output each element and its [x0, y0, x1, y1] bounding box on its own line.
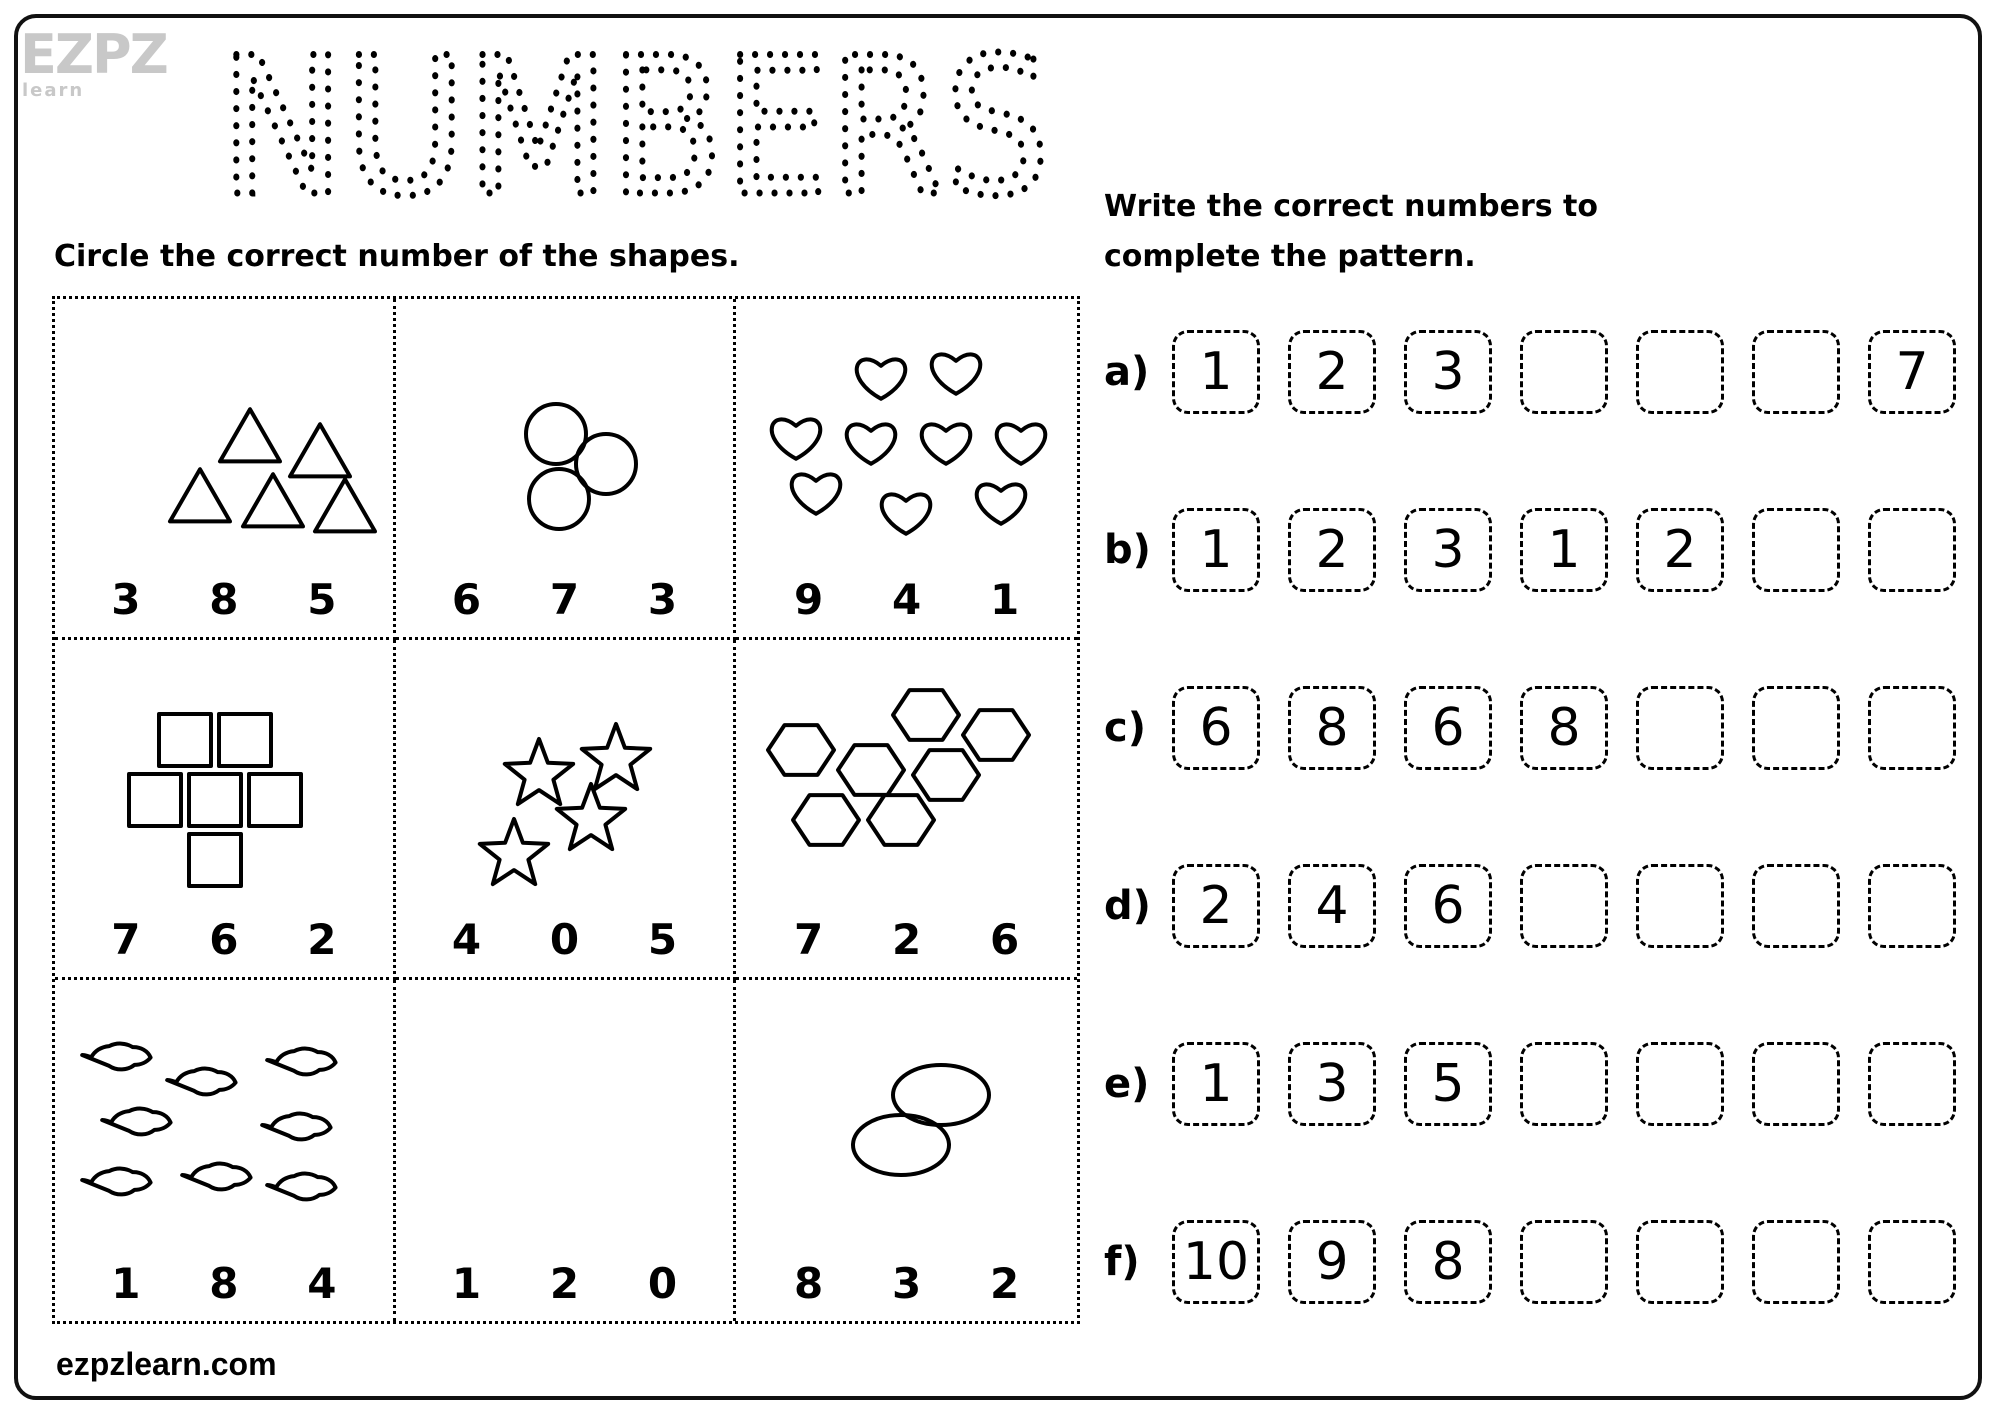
counting-cell-hexagon — [736, 640, 1077, 981]
heart-shape — [997, 424, 1046, 463]
number-option[interactable]: 5 — [307, 574, 337, 624]
pattern-label: c) — [1104, 705, 1146, 751]
pattern-row — [1104, 330, 1984, 414]
answer-box: 6 — [1404, 686, 1492, 770]
cloud-shape — [102, 1109, 170, 1135]
answer-box: 9 — [1288, 1220, 1376, 1304]
title-text: NUMBERS — [220, 28, 1050, 208]
answer-box: 3 — [1404, 508, 1492, 592]
answer-box-empty[interactable] — [1636, 1042, 1724, 1126]
counting-cell-square — [55, 640, 396, 981]
answer-box: 8 — [1520, 686, 1608, 770]
triangle-shape — [170, 469, 230, 521]
pattern-row — [1104, 1220, 1984, 1304]
triangle-shape — [290, 424, 350, 476]
number-option[interactable]: 8 — [794, 1258, 824, 1308]
ezpz-logo — [18, 10, 167, 101]
website-footer: ezpzlearn.com — [56, 1346, 277, 1382]
pattern-row — [1104, 686, 1984, 770]
square-shape — [249, 774, 301, 826]
counting-cell-cloud — [55, 980, 396, 1321]
star-shape — [556, 784, 624, 849]
square-shapes — [55, 640, 395, 900]
number-option[interactable]: 3 — [111, 574, 141, 624]
number-option[interactable]: 6 — [990, 915, 1020, 965]
square-shape — [159, 714, 211, 766]
answer-box-empty[interactable] — [1520, 1042, 1608, 1126]
answer-box-empty[interactable] — [1868, 686, 1956, 770]
counting-cell-star — [396, 640, 737, 981]
pattern-label: d) — [1104, 883, 1151, 929]
number-option[interactable]: 7 — [549, 574, 580, 624]
cloud-shape — [82, 1169, 150, 1195]
square-shape — [189, 774, 241, 826]
cloud-shape — [267, 1174, 335, 1200]
number-options — [55, 574, 393, 624]
pattern-label: e) — [1104, 1061, 1150, 1107]
hexagon-shape — [868, 795, 934, 845]
answer-box-empty[interactable] — [1752, 1042, 1840, 1126]
heart-shape — [977, 484, 1026, 523]
answer-box-empty[interactable] — [1752, 1220, 1840, 1304]
number-option[interactable]: 4 — [892, 574, 922, 624]
answer-box-empty[interactable] — [1868, 508, 1956, 592]
counting-cell-none — [396, 980, 737, 1321]
answer-box: 6 — [1404, 864, 1492, 948]
number-option[interactable]: 2 — [549, 1258, 580, 1308]
star-shape — [504, 739, 572, 804]
cloud-shape — [82, 1044, 150, 1070]
triangle-shape — [315, 479, 375, 531]
hexagon-shapes — [736, 640, 1076, 900]
answer-box: 7 — [1868, 330, 1956, 414]
hexagon-shape — [893, 690, 959, 740]
answer-box-empty[interactable] — [1636, 330, 1724, 414]
answer-box-empty[interactable] — [1868, 1042, 1956, 1126]
logo-brand: EZPZ — [20, 23, 167, 86]
answer-box: 8 — [1288, 686, 1376, 770]
number-option[interactable]: 3 — [647, 574, 678, 624]
heart-shape — [772, 419, 821, 458]
hexagon-shape — [838, 745, 904, 795]
counting-grid — [52, 296, 1080, 1324]
hexagon-shape — [963, 710, 1029, 760]
number-option[interactable]: 0 — [549, 915, 580, 965]
triangle-shapes — [55, 299, 395, 559]
answer-box-empty[interactable] — [1520, 864, 1608, 948]
number-option[interactable]: 8 — [209, 574, 239, 624]
answer-box-empty[interactable] — [1868, 864, 1956, 948]
answer-box-empty[interactable] — [1868, 1220, 1956, 1304]
star-shape — [581, 724, 649, 789]
counting-cell-heart — [736, 299, 1077, 640]
cloud-shape — [267, 1049, 335, 1075]
oval-shapes — [736, 980, 1076, 1240]
pattern-label: b) — [1104, 527, 1151, 573]
number-option[interactable]: 1 — [111, 1258, 141, 1308]
square-shape — [189, 834, 241, 886]
number-option[interactable]: 1 — [990, 574, 1020, 624]
star-shapes — [396, 640, 736, 900]
none-shapes — [396, 980, 736, 1240]
answer-box-empty[interactable] — [1636, 864, 1724, 948]
cloud-shape — [182, 1164, 250, 1190]
number-option[interactable]: 5 — [647, 915, 678, 965]
number-options — [55, 915, 393, 965]
triangle-shape — [243, 474, 303, 526]
counting-cell-circle — [396, 299, 737, 640]
number-options — [55, 1258, 393, 1308]
square-shape — [129, 774, 181, 826]
number-option[interactable]: 2 — [892, 915, 922, 965]
pattern-row — [1104, 508, 1984, 592]
left-instruction: Circle the correct number of the shapes. — [54, 239, 740, 274]
number-option[interactable]: 2 — [990, 1258, 1020, 1308]
answer-box: 1 — [1172, 330, 1260, 414]
number-options — [396, 574, 734, 624]
circle-shape — [529, 469, 589, 529]
heart-shape — [857, 359, 906, 398]
answer-box: 1 — [1172, 1042, 1260, 1126]
number-option[interactable]: 4 — [307, 1258, 337, 1308]
answer-box: 2 — [1288, 508, 1376, 592]
square-shape — [219, 714, 271, 766]
number-options — [396, 915, 734, 965]
number-option[interactable]: 7 — [794, 915, 824, 965]
number-option[interactable]: 3 — [892, 1258, 922, 1308]
number-option[interactable]: 6 — [451, 574, 482, 624]
answer-box: 10 — [1172, 1220, 1260, 1304]
number-option[interactable]: 6 — [209, 915, 239, 965]
right-instruction-line2: complete the pattern. — [1104, 239, 1476, 274]
number-option[interactable]: 0 — [647, 1258, 678, 1308]
number-options — [736, 915, 1077, 965]
hexagon-shape — [768, 725, 834, 775]
heart-shape — [847, 424, 896, 463]
answer-box-empty[interactable] — [1520, 330, 1608, 414]
pattern-row — [1104, 1042, 1984, 1126]
number-option[interactable]: 1 — [451, 1258, 482, 1308]
answer-box: 2 — [1288, 330, 1376, 414]
cloud-shapes — [55, 980, 395, 1240]
answer-box-empty[interactable] — [1636, 686, 1724, 770]
number-option[interactable]: 8 — [209, 1258, 239, 1308]
number-options — [396, 1258, 734, 1308]
number-option[interactable]: 7 — [111, 915, 141, 965]
pattern-row — [1104, 864, 1984, 948]
number-option[interactable]: 4 — [451, 915, 482, 965]
answer-box: 4 — [1288, 864, 1376, 948]
heart-shapes — [736, 299, 1076, 559]
pattern-label: a) — [1104, 349, 1150, 395]
answer-box-empty[interactable] — [1636, 1220, 1724, 1304]
star-shape — [479, 819, 547, 884]
heart-shape — [922, 424, 971, 463]
answer-box: 8 — [1404, 1220, 1492, 1304]
right-instruction-line1: Write the correct numbers to — [1104, 189, 1599, 224]
circle-shapes — [396, 299, 736, 559]
triangle-shape — [220, 409, 280, 461]
number-option[interactable]: 2 — [307, 915, 337, 965]
hexagon-shape — [913, 750, 979, 800]
answer-box-empty[interactable] — [1752, 864, 1840, 948]
heart-shape — [932, 354, 981, 393]
answer-box: 3 — [1288, 1042, 1376, 1126]
cloud-shape — [167, 1069, 235, 1095]
hexagon-shape — [793, 795, 859, 845]
answer-box: 5 — [1404, 1042, 1492, 1126]
answer-box: 3 — [1404, 330, 1492, 414]
pattern-label: f) — [1104, 1239, 1140, 1285]
heart-shape — [792, 474, 841, 513]
cloud-shape — [262, 1114, 330, 1140]
answer-box: 1 — [1172, 508, 1260, 592]
counting-cell-triangle — [55, 299, 396, 640]
oval-shape — [853, 1115, 949, 1175]
answer-box: 1 — [1520, 508, 1608, 592]
counting-cell-oval — [736, 980, 1077, 1321]
heart-shape — [882, 494, 931, 533]
number-option[interactable]: 9 — [794, 574, 824, 624]
dotted-title — [220, 28, 1080, 208]
answer-box: 2 — [1172, 864, 1260, 948]
answer-box-empty[interactable] — [1752, 508, 1840, 592]
answer-box: 6 — [1172, 686, 1260, 770]
number-options — [736, 1258, 1077, 1308]
answer-box-empty[interactable] — [1520, 1220, 1608, 1304]
answer-box-empty[interactable] — [1752, 330, 1840, 414]
logo-sub: learn — [22, 80, 85, 101]
answer-box: 2 — [1636, 508, 1724, 592]
number-options — [736, 574, 1077, 624]
answer-box-empty[interactable] — [1752, 686, 1840, 770]
